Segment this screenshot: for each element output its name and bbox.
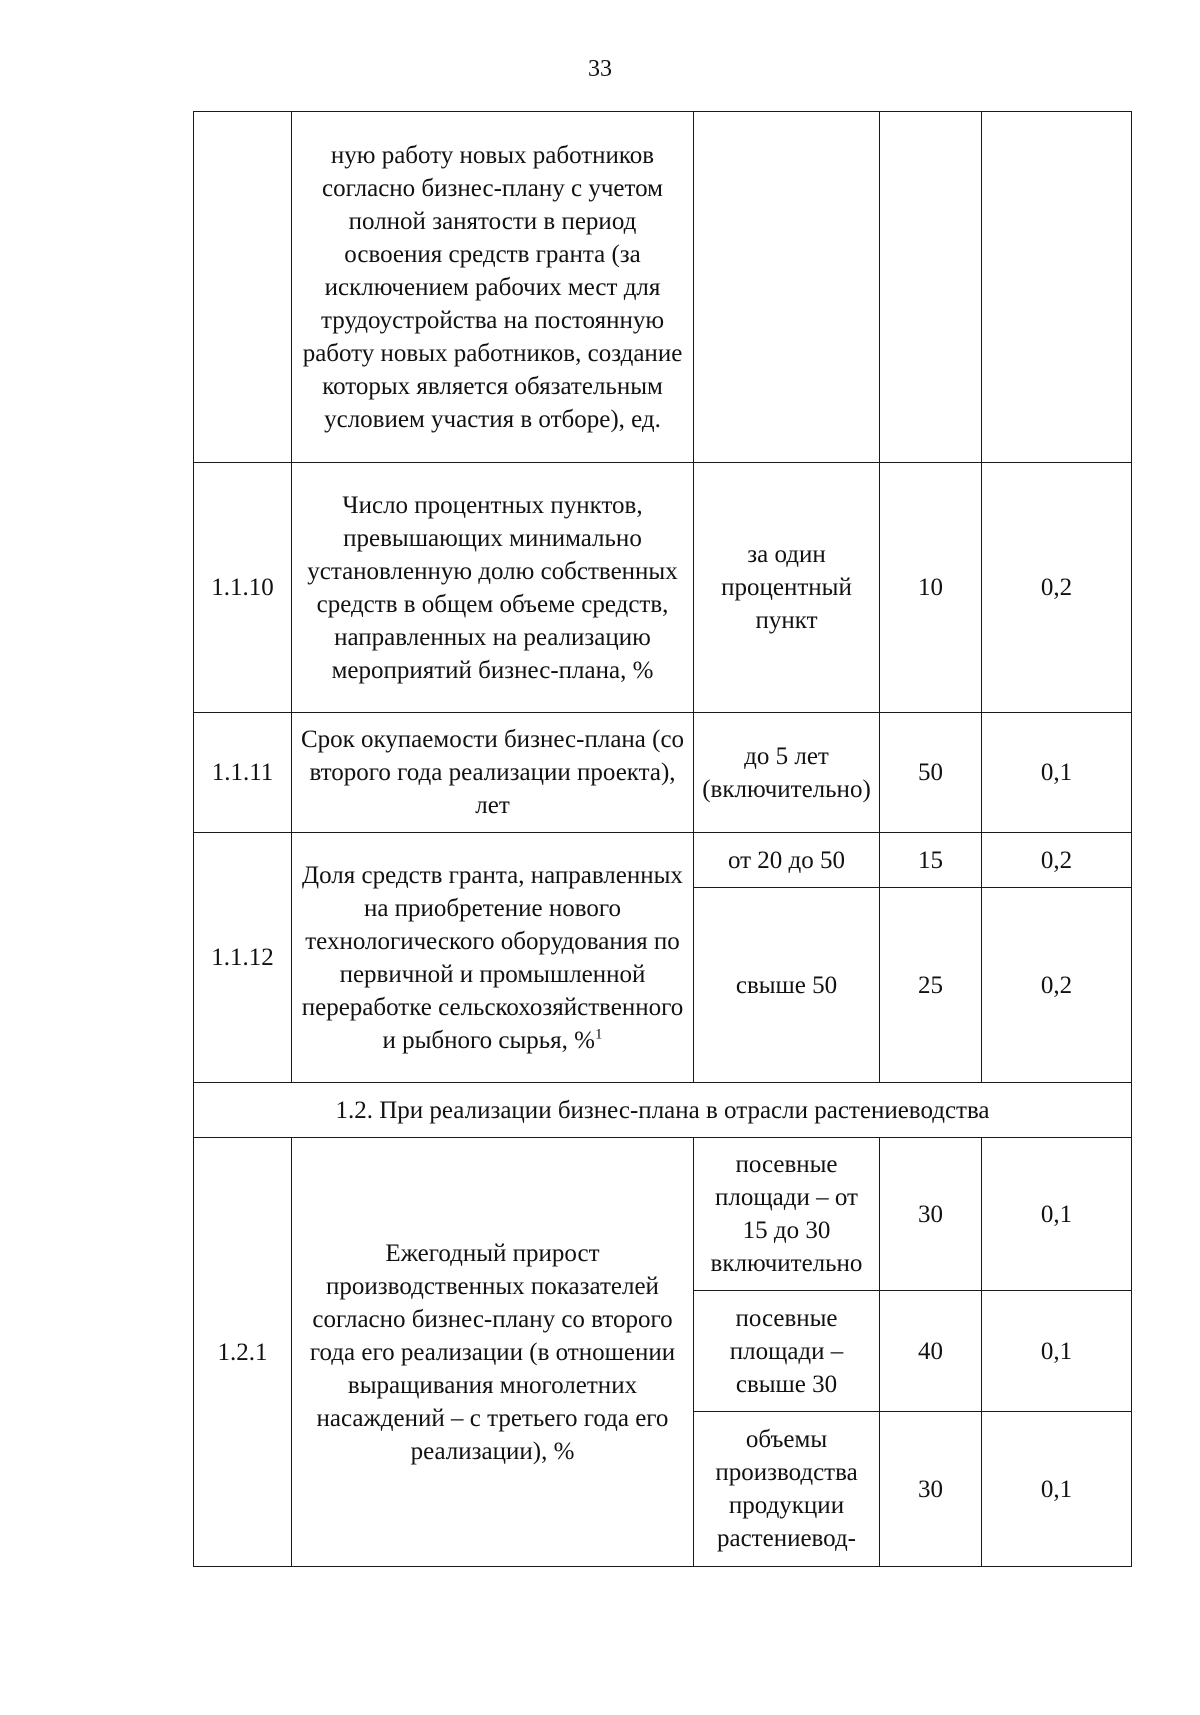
score-cell: 40: [880, 1291, 982, 1412]
criterion-cell: свыше 50: [694, 888, 880, 1083]
criterion-cell: от 20 до 50: [694, 833, 880, 888]
page-number: 33: [588, 56, 612, 82]
weight-cell: 0,2: [982, 833, 1132, 888]
weight-cell: 0,1: [982, 1138, 1132, 1291]
weight-cell: 0,1: [982, 713, 1132, 833]
weight-cell: 0,1: [982, 1291, 1132, 1412]
description-cell: ную работу новых работников согласно бизнес-плану с учетом полной занятости в период освоения средств гранта (за исключением рабочих мест для трудоустройства на постоянную работу новых работников, создание которых является обязательным условием участия в отборе), ед.: [292, 112, 694, 463]
table-row-1-1-11: [194, 713, 1132, 833]
code-cell: 1.2.1: [194, 1138, 292, 1567]
criterion-cell-empty: [694, 112, 880, 463]
code-cell: 1.1.10: [194, 463, 292, 713]
weight-cell-empty: [982, 112, 1132, 463]
table-row-continuation: [194, 112, 1132, 463]
section-title: 1.2. При реализации бизнес-плана в отрасли растениеводства: [194, 1083, 1132, 1138]
criterion-cell: за один процентный пункт: [694, 463, 880, 713]
score-cell: 10: [880, 463, 982, 713]
weight-cell: 0,1: [982, 1412, 1132, 1567]
score-cell: 15: [880, 833, 982, 888]
criterion-cell: объемы производства продукции растениевод-: [694, 1412, 880, 1567]
weight-cell: 0,2: [982, 463, 1132, 713]
weight-cell: 0,2: [982, 888, 1132, 1083]
footnote-marker: 1: [595, 1026, 603, 1043]
code-cell: 1.1.12: [194, 833, 292, 1083]
criterion-cell: посевные площади – от 15 до 30 включительно: [694, 1138, 880, 1291]
description-cell: Ежегодный прирост производственных показателей согласно бизнес-плану со второго года его реализации (в отношении выращивания многолетних насаждений – с третьего года его реализации), %: [292, 1138, 694, 1567]
score-cell: 30: [880, 1412, 982, 1567]
code-cell: 1.1.11: [194, 713, 292, 833]
code-cell-empty: [194, 112, 292, 463]
score-cell: 25: [880, 888, 982, 1083]
score-cell: 30: [880, 1138, 982, 1291]
description-cell: Срок окупаемости бизнес-плана (со второго года реализации проекта), лет: [292, 713, 694, 833]
criterion-cell: до 5 лет (включительно): [694, 713, 880, 833]
description-text: Доля средств гранта, направленных на приобретение нового технологического оборудования по первичной и промышленной переработке сельскохозяйственного и рыбного сырья, %: [301, 861, 684, 1054]
table-row-1-1-10: [194, 463, 1132, 713]
score-cell-empty: [880, 112, 982, 463]
section-header-row: [194, 1083, 1132, 1138]
criteria-table: [193, 111, 1132, 1567]
table-row-1-2-1: [194, 1138, 1132, 1291]
criterion-cell: посевные площади – свыше 30: [694, 1291, 880, 1412]
score-cell: 50: [880, 713, 982, 833]
description-cell: [292, 833, 694, 1083]
table-row-1-1-12: [194, 833, 1132, 888]
description-cell: Число процентных пунктов, превышающих минимально установленную долю собственных средств в общем объеме средств, направленных на реализацию мероприятий бизнес-плана, %: [292, 463, 694, 713]
